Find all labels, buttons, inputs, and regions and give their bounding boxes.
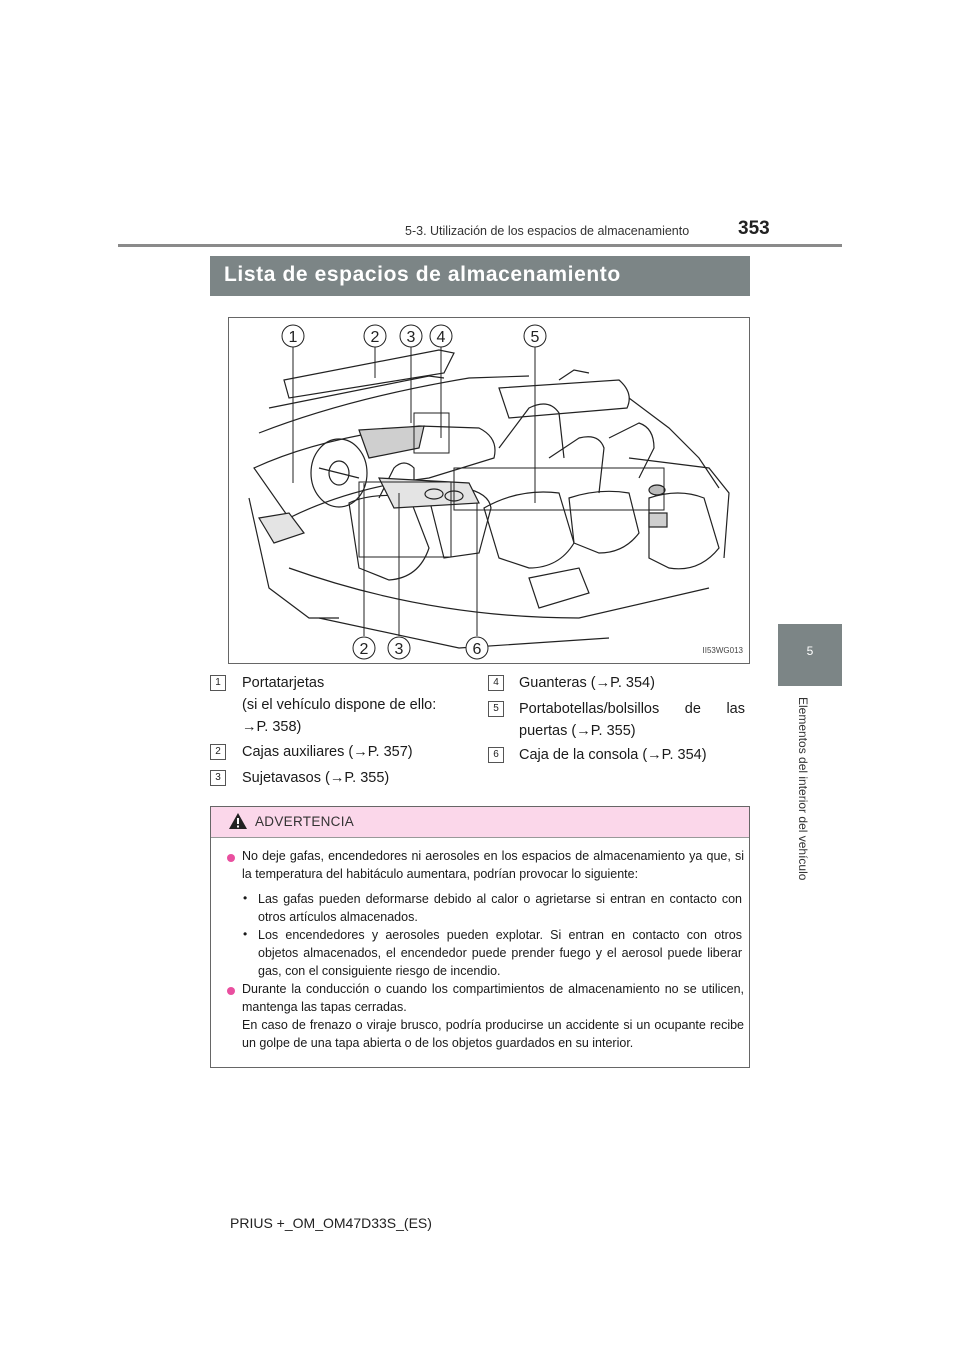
title-banner bbox=[210, 256, 750, 296]
warning-paragraph-3: En caso de frenazo o viraje brusco, podría producirse un accidente si un ocupante recibe un golpe de una tapa abierta o de los objetos guardados en su interior. bbox=[242, 1018, 744, 1050]
warning-bullet-dot bbox=[227, 987, 235, 995]
legend-text-line: →P. 358) bbox=[242, 719, 302, 735]
chapter-number: 5 bbox=[806, 644, 814, 658]
callout-top-5: 5 bbox=[530, 329, 540, 346]
page-title: Lista de espacios de almacenamiento bbox=[224, 263, 621, 286]
sub-bullet: • bbox=[243, 891, 248, 905]
figure-code: II53WG013 bbox=[702, 646, 743, 655]
legend-number: 6 bbox=[488, 747, 504, 763]
legend-number: 4 bbox=[488, 675, 504, 691]
chapter-title: Elementos del interior del vehículo bbox=[796, 697, 810, 881]
callout-top-2: 2 bbox=[370, 329, 380, 346]
warning-title: ADVERTENCIA bbox=[255, 814, 355, 829]
legend-text-line: Caja de la consola (→P. 354) bbox=[519, 747, 707, 763]
legend-item-6 bbox=[488, 744, 748, 768]
legend-text-line: Sujetavasos (→P. 355) bbox=[242, 770, 390, 786]
legend-number: 5 bbox=[488, 701, 504, 717]
legend-item-3 bbox=[210, 767, 460, 791]
warning-sub-item-1: Las gafas pueden deformarse debido al calor o agrietarse si entran en contacto con otros artículos almacenados. bbox=[258, 892, 742, 924]
legend-text-line: (si el vehículo dispone de ello: bbox=[242, 697, 437, 713]
legend-text-line: Portabotellas/bolsillos de las bbox=[519, 701, 745, 717]
footer-doc-code: PRIUS +_OM_OM47D33S_(ES) bbox=[230, 1215, 432, 1231]
legend-text-line: Guanteras (→P. 354) bbox=[519, 675, 655, 691]
legend-item-5 bbox=[488, 698, 748, 744]
legend-number: 2 bbox=[210, 744, 226, 760]
interior-illustration bbox=[228, 317, 750, 664]
callout-bottom-2: 2 bbox=[359, 641, 369, 658]
legend-text-line: Cajas auxiliares (→P. 357) bbox=[242, 744, 413, 760]
warning-header bbox=[211, 807, 749, 838]
warning-paragraph-1: No deje gafas, encendedores ni aerosoles en los espacios de almacenamiento ya que, si la temperatura del habitáculo aumentara, podrían provocar lo siguiente: bbox=[242, 849, 744, 881]
section-title: 5-3. Utilización de los espacios de almacenamiento bbox=[405, 224, 690, 238]
car-interior-drawing bbox=[229, 318, 749, 663]
legend-number: 1 bbox=[210, 675, 226, 691]
legend-text-line: Portatarjetas bbox=[242, 675, 325, 691]
legend-item-1 bbox=[210, 672, 460, 742]
warning-box bbox=[210, 806, 750, 1068]
page-number: 353 bbox=[738, 218, 770, 239]
callout-bottom-6: 6 bbox=[472, 641, 482, 658]
legend-text-line: puertas (→P. 355) bbox=[519, 723, 636, 739]
sub-bullet: • bbox=[243, 927, 248, 941]
warning-triangle-icon bbox=[228, 812, 248, 830]
header-rule bbox=[118, 244, 842, 247]
legend-item-4 bbox=[488, 672, 748, 696]
warning-bullet-dot bbox=[227, 854, 235, 862]
legend-item-2 bbox=[210, 741, 460, 765]
callout-top-4: 4 bbox=[436, 329, 446, 346]
warning-paragraph-2: Durante la conducción o cuando los compartimientos de almacenamiento no se utilicen, mantenga las tapas cerradas. bbox=[242, 982, 744, 1014]
callout-top-3: 3 bbox=[406, 329, 416, 346]
warning-sub-item-2: Los encendedores y aerosoles pueden explotar. Si entran en contacto con otros objetos almacenados, el encendedor puede prender fuego y el aerosol puede liberar gas, con el consiguiente riesgo de incendio. bbox=[258, 928, 742, 978]
callout-top-1: 1 bbox=[288, 329, 298, 346]
callout-bottom-3: 3 bbox=[394, 641, 404, 658]
legend-number: 3 bbox=[210, 770, 226, 786]
